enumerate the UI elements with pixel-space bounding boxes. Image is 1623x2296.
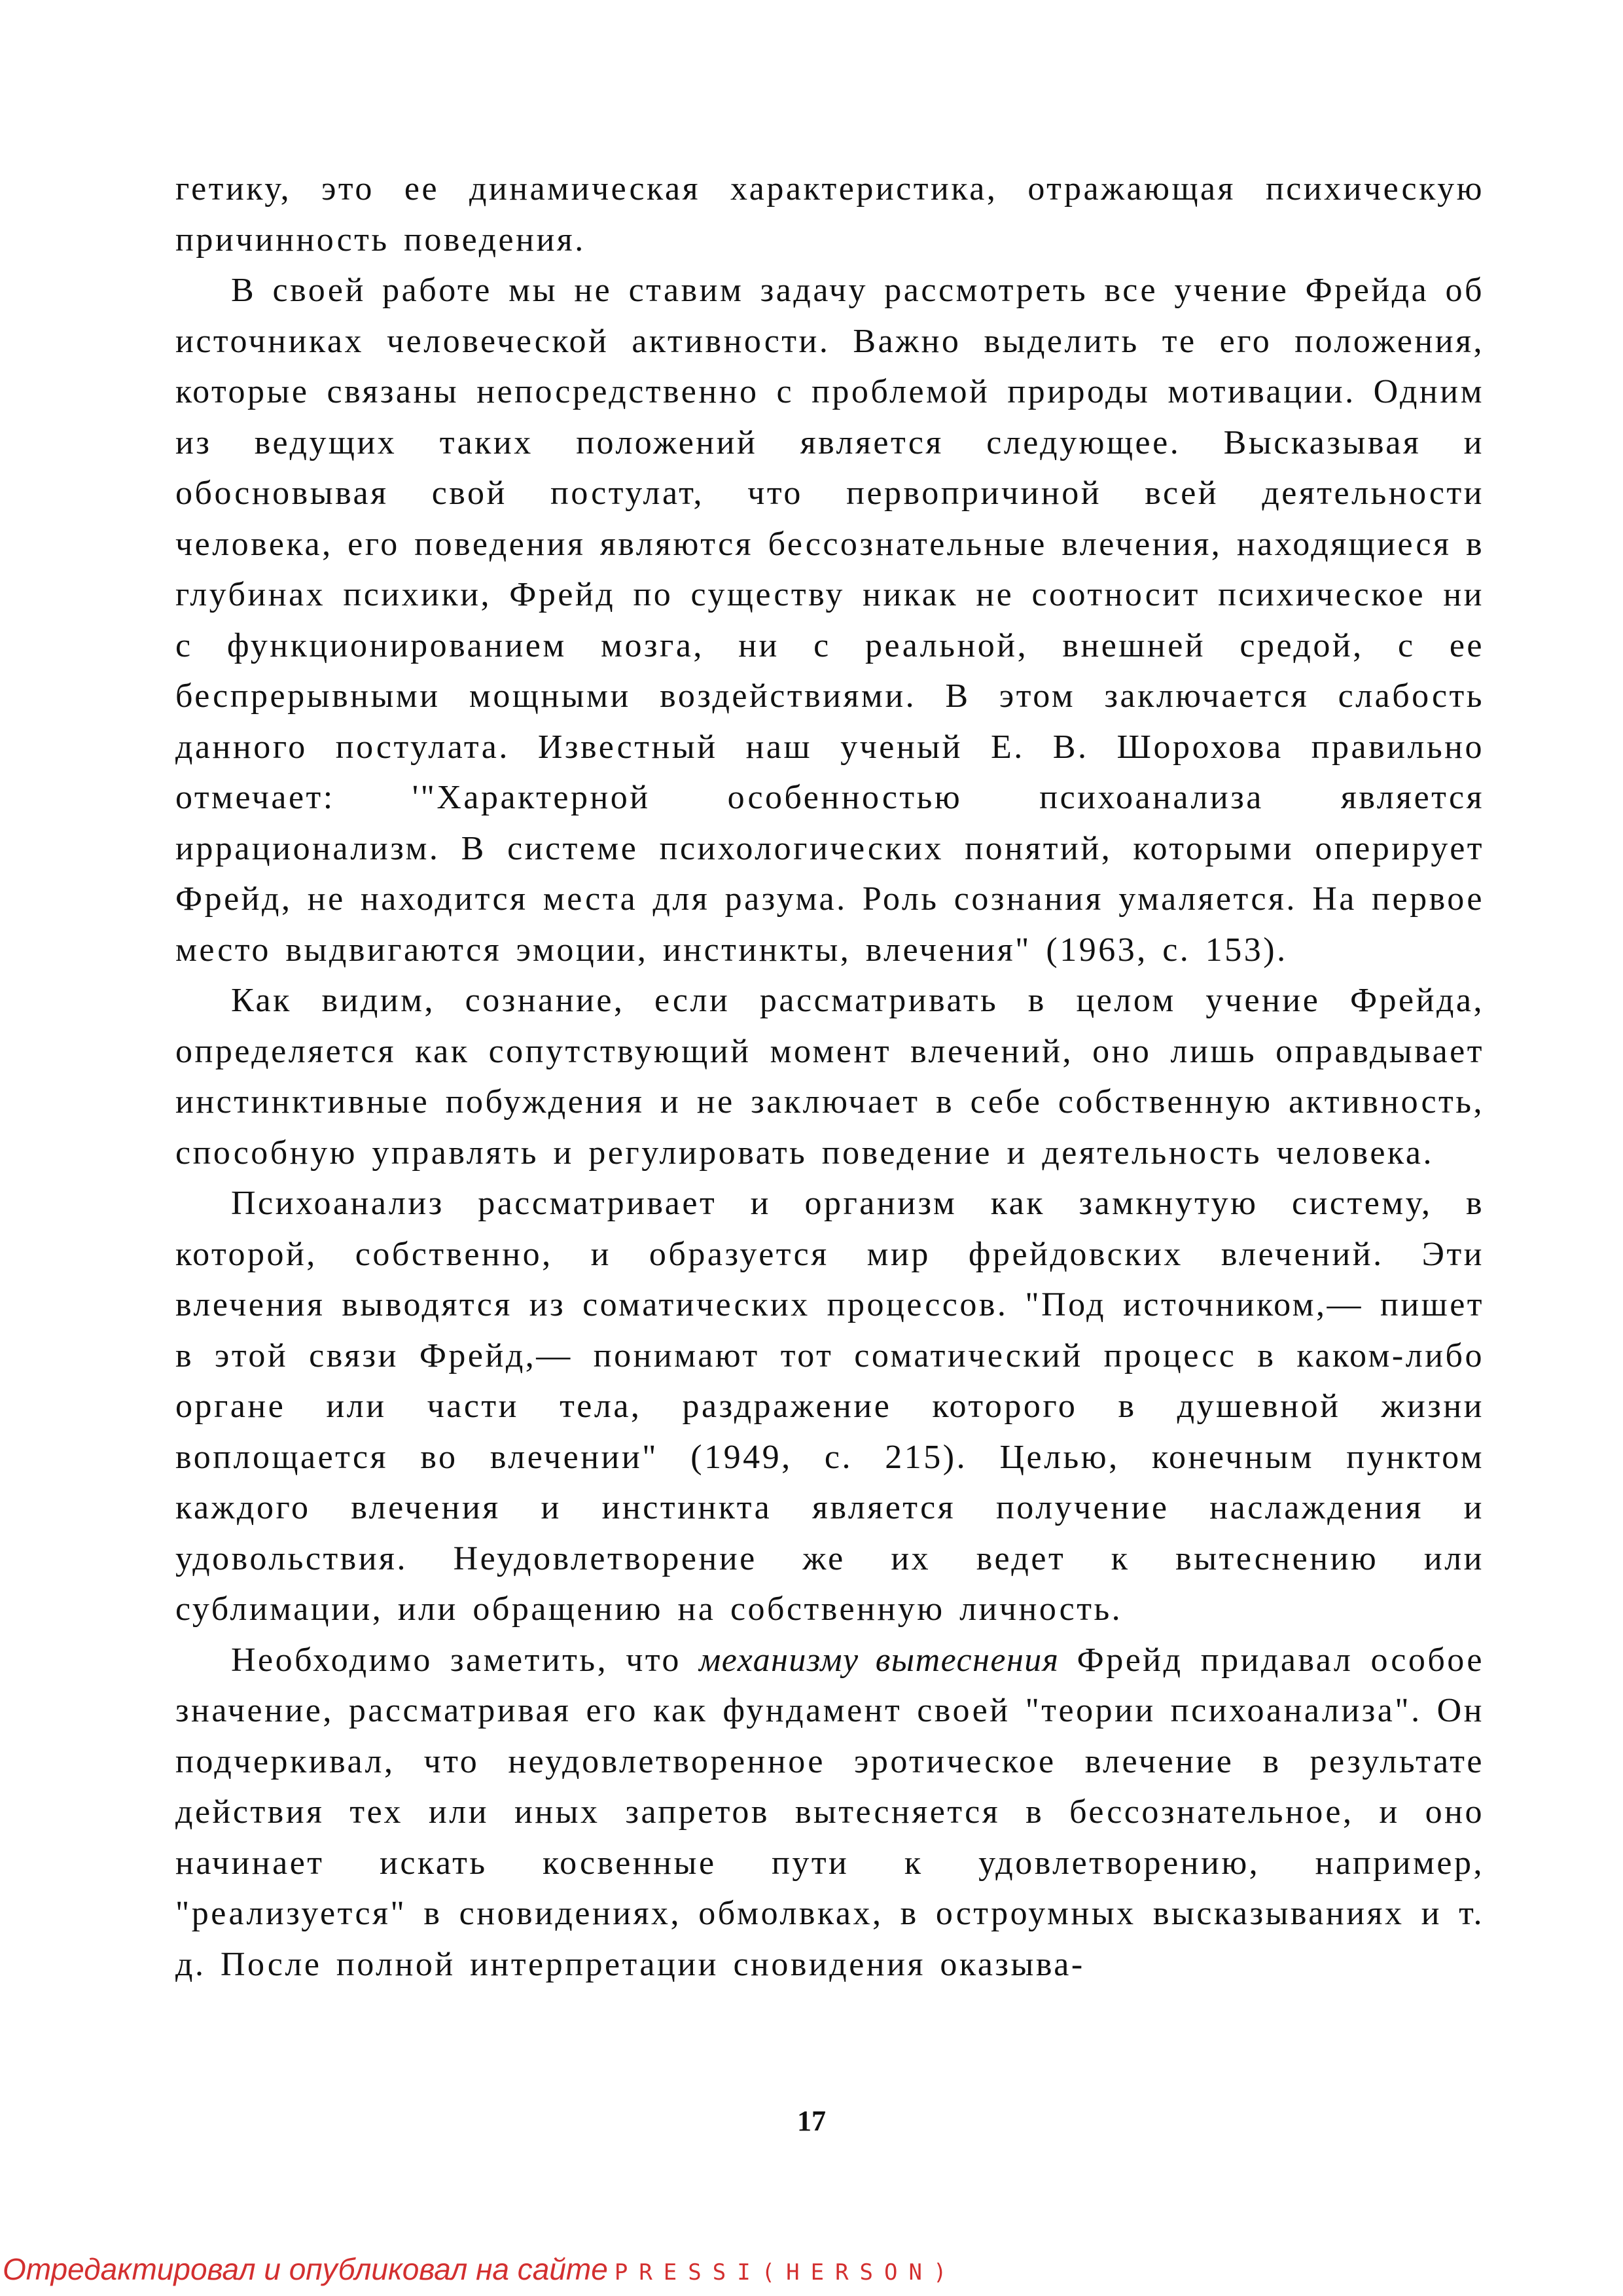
paragraph-5-start: Необходимо заметить, что [231,1641,700,1679]
footer-brand: PRESSI(HERSON) [614,2259,958,2286]
footer-caption: Отредактировал и опубликовал на сайте [3,2252,608,2286]
paragraph-1: гетику, это ее динамическая характеристика, отражающая психическую причинность поведения. [175,170,1484,259]
publisher-footer [3,2251,957,2292]
paragraph-5 [175,1635,1484,1990]
paragraph-3: Как видим, сознание, если рассматривать в целом учение Фрейда, определяется как сопутствующий момент влечений, оно лишь оправдывает инстинктивные побуждения и не заключает в себе собственную активность, способную управлять и регулировать поведение и деятельность человека. [175,982,1484,1172]
paragraph-2: В своей работе мы не ставим задачу рассмотреть все учение Фрейда об источниках человеческой активности. Важно выделить те его положения, которые связаны непосредственно с проблемой природы мотивации. Одним из ведущих таких положений является следующее. Высказывая и обосновывая свой постулат, что первопричиной всей деятельности человека, его поведения являются бессознательные влечения, находящиеся в глубинах психики, Фрейд по существу никак не соотносит психическое ни с функционированием мозга, ни с реальной, внешней средой, с ее беспрерывными мощными воздействиями. В этом заключается слабость данного постулата. Известный наш ученый Е. В. Шорохова правильно отмечает: '"Характерной особенностью психоанализа является иррационализм. В системе психологических понятий, которыми оперирует Фрейд, не находится места для разума. Роль сознания умаляется. На первое место выдвигаются эмоции, инстинкты, влечения" (1963, с. 153). [175,272,1484,969]
paragraph-5-rest: Фрейд придавал особое значение, рассматривая его как фундамент своей "теории психоанализа". Он подчеркивал, что неудовлетворенное эротическое влечение в результате действия тех или иных запретов вытесняется в бессознательное, и оно начинает искать косвенные пути к удовлетворению, например, "реализуется" в сновидениях, обмолвках, в остроумных высказываниях и т. д. После полной интерпретации сновидения оказыва- [175,1641,1484,1983]
page-number: 17 [797,2105,826,2137]
paragraph-4: Психоанализ рассматривает и организм как замкнутую систему, в которой, собственно, и образуется мир фрейдовских влечений. Эти влечения выводятся из соматических процессов. "Под источником,— пишет в этой связи Фрейд,— понимают тот соматический процесс в каком-либо органе или части тела, раздражение которого в душевной жизни воплощается во влечении" (1949, с. 215). Целью, конечным пунктом каждого влечения и инстинкта является получение наслаждения и удовольствия. Неудовлетворение же их ведет к вытеснению или сублимации, или обращению на собственную личность. [175,1185,1484,1628]
body-text [175,164,1484,1990]
italic-term: механизму вытеснения [699,1641,1060,1679]
